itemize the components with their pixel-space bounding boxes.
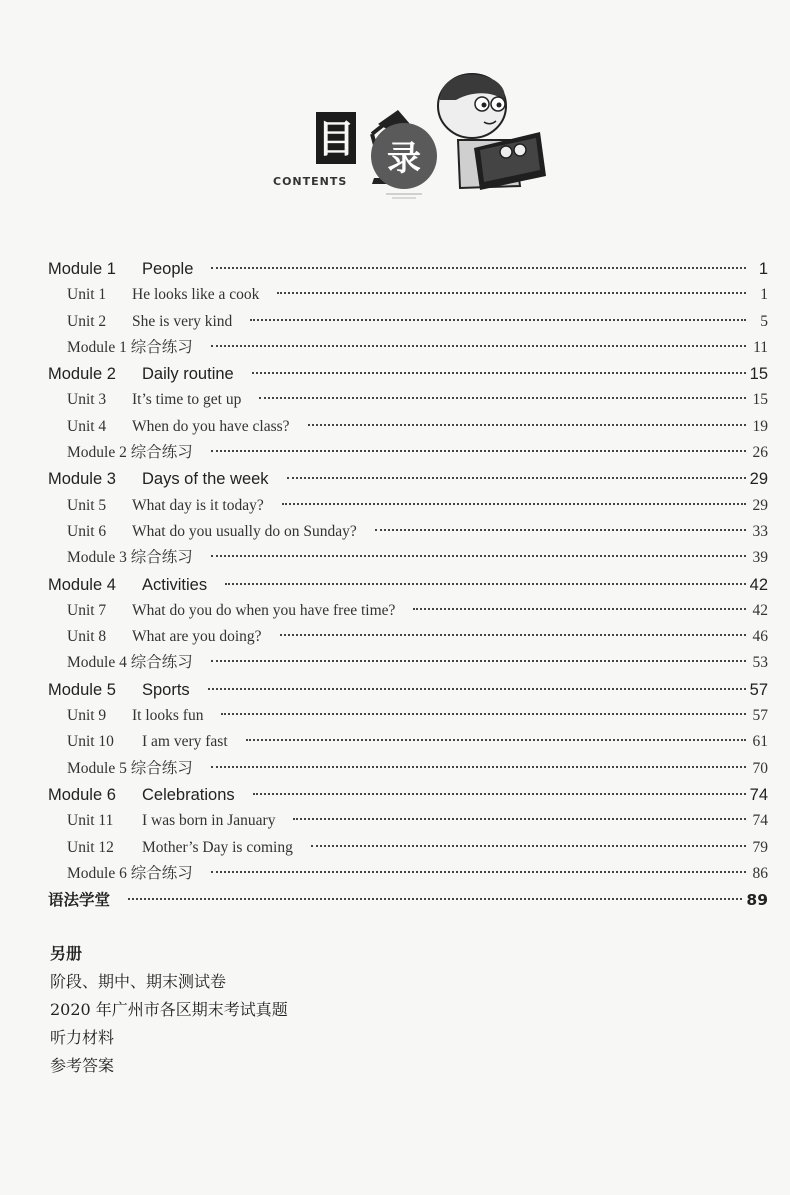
toc-page-number: 79	[752, 838, 768, 856]
toc-page-number: 61	[752, 733, 768, 751]
dot-leader	[311, 845, 746, 847]
toc-entry-label: Unit 6	[67, 522, 107, 540]
dot-leader	[208, 688, 746, 690]
toc-unit-row	[48, 309, 768, 335]
toc-entry-title: Module 1 综合练习	[67, 338, 193, 356]
toc-entry-label: Unit 5	[67, 496, 107, 514]
dot-leader	[211, 555, 746, 557]
toc-unit-row	[48, 861, 768, 887]
dot-leader	[308, 424, 746, 426]
dot-leader	[246, 739, 746, 741]
toc-unit-row	[48, 835, 768, 861]
toc-entry-title: People	[142, 260, 194, 278]
title-char-mu	[316, 112, 356, 164]
toc-unit-row	[48, 335, 768, 361]
toc-entry-label: Module 5	[48, 680, 116, 699]
toc-page-number: 15	[752, 391, 768, 409]
toc-page-number: 74	[752, 812, 768, 830]
toc-page-number: 53	[752, 654, 768, 672]
dot-leader	[287, 477, 746, 479]
supplement-item: 2020 年广州市各区期末考试真题	[50, 1000, 288, 1019]
toc-entry-title: It looks fun	[132, 707, 204, 725]
toc-entry-title: What do you usually do on Sunday?	[132, 522, 357, 540]
toc-unit-row	[48, 624, 768, 650]
dot-leader	[252, 372, 746, 374]
toc-entry-title: What do you do when you have free time?	[132, 601, 396, 619]
toc-entry-title: Module 5 综合练习	[67, 759, 193, 777]
dot-leader	[293, 818, 746, 820]
toc-entry-title: It’s time to get up	[132, 391, 242, 409]
toc-entry-title: She is very kind	[132, 312, 233, 330]
toc-entry-label: Unit 1	[67, 286, 107, 304]
toc-entry-title: What day is it today?	[132, 496, 264, 514]
toc-module-row	[48, 782, 768, 808]
toc-page-number: 5	[760, 312, 768, 330]
toc-page-number: 33	[752, 522, 768, 540]
contents-label: CONTENTS	[273, 175, 348, 188]
toc-entry-title: 语法学堂	[48, 891, 111, 910]
supplement-section	[50, 940, 288, 1080]
toc-entry-title: Activities	[142, 575, 208, 594]
toc-entry-label: Unit 11	[67, 812, 114, 830]
dot-leader	[250, 319, 746, 321]
toc-page-number: 57	[749, 680, 768, 699]
dot-leader	[211, 871, 746, 873]
toc-entry-label: Unit 7	[67, 601, 107, 619]
toc-entry-label: Unit 12	[67, 838, 114, 856]
toc-entry-title: Daily routine	[142, 365, 234, 384]
dot-leader	[225, 583, 746, 585]
toc-page-number: 15	[749, 365, 768, 384]
toc-entry-title: Module 2 综合练习	[67, 444, 193, 462]
toc-unit-row	[48, 545, 768, 571]
toc-unit-row	[48, 756, 768, 782]
dot-leader	[211, 450, 746, 452]
svg-text:录: 录	[387, 139, 421, 179]
dot-leader	[211, 267, 746, 269]
toc-entry-title: Module 4 综合练习	[67, 654, 193, 672]
reading-boy-icon	[438, 74, 546, 190]
toc-grammar-row	[48, 887, 768, 913]
toc-entry-title: He looks like a cook	[132, 286, 260, 304]
toc-entry-label: Unit 4	[67, 417, 107, 435]
toc-page-number: 29	[749, 470, 768, 489]
toc-unit-row	[48, 729, 768, 755]
dot-leader	[375, 529, 746, 531]
dot-leader	[211, 766, 746, 768]
dot-leader	[280, 634, 746, 636]
contents-header	[0, 0, 790, 240]
toc-entry-label: Module 6	[48, 785, 116, 804]
toc-module-row	[48, 466, 768, 492]
toc-entry-title: What are you doing?	[132, 628, 262, 646]
toc-page-number: 1	[758, 260, 768, 278]
toc-unit-row	[48, 387, 768, 413]
toc-entry-label: Module 3	[48, 470, 116, 489]
toc-module-row	[48, 256, 768, 282]
toc-entry-label: Module 4	[48, 575, 116, 594]
dot-leader	[128, 898, 742, 900]
dot-leader	[282, 503, 746, 505]
toc-page-number: 86	[752, 864, 768, 882]
dot-leader	[413, 608, 746, 610]
supplement-item: 参考答案	[50, 1056, 115, 1075]
toc-page-number: 29	[752, 496, 768, 514]
toc-unit-row	[48, 519, 768, 545]
toc-entry-label: Unit 9	[67, 707, 107, 725]
toc-entry-title: When do you have class?	[132, 417, 290, 435]
toc-entry-title: Sports	[142, 680, 190, 699]
toc-page-number: 74	[749, 785, 768, 804]
toc-unit-row	[48, 440, 768, 466]
dot-leader	[277, 292, 746, 294]
contents-illustration	[0, 0, 790, 240]
supplement-item: 阶段、期中、期末测试卷	[50, 972, 227, 991]
dot-leader	[211, 660, 746, 662]
toc-entry-title: Mother’s Day is coming	[142, 838, 293, 856]
title-char-lu	[371, 123, 437, 189]
toc-entry-title: Days of the week	[142, 470, 269, 489]
svg-text:目: 目	[316, 117, 356, 161]
table-of-contents	[48, 256, 768, 913]
toc-page-number: 42	[752, 601, 768, 619]
toc-unit-row	[48, 598, 768, 624]
toc-entry-label: Unit 3	[67, 391, 107, 409]
toc-unit-row	[48, 703, 768, 729]
toc-page-number: 42	[749, 575, 768, 594]
toc-module-row	[48, 361, 768, 387]
supplement-item: 听力材料	[50, 1028, 115, 1047]
toc-unit-row	[48, 414, 768, 440]
toc-entry-label: Module 2	[48, 365, 116, 384]
toc-page-number: 1	[760, 286, 768, 304]
dot-leader	[221, 713, 746, 715]
toc-entry-title: I am very fast	[142, 733, 228, 751]
toc-page-number: 26	[752, 444, 768, 462]
toc-page-number: 11	[753, 338, 768, 356]
toc-page-number: 19	[752, 417, 768, 435]
toc-page-number: 70	[752, 759, 768, 777]
toc-module-row	[48, 572, 768, 598]
toc-entry-title: Module 3 综合练习	[67, 549, 193, 567]
toc-unit-row	[48, 650, 768, 676]
toc-entry-label: Unit 10	[67, 733, 114, 751]
toc-page-number: 46	[752, 628, 768, 646]
dot-leader	[253, 793, 746, 795]
toc-page-number: 57	[752, 707, 768, 725]
toc-module-row	[48, 677, 768, 703]
toc-entry-label: Unit 2	[67, 312, 107, 330]
toc-unit-row	[48, 282, 768, 308]
dot-leader	[211, 345, 746, 347]
toc-unit-row	[48, 493, 768, 519]
toc-entry-title: I was born in January	[142, 812, 276, 830]
toc-page-number: 89	[746, 891, 768, 910]
toc-unit-row	[48, 808, 768, 834]
toc-entry-title: Celebrations	[142, 785, 235, 804]
toc-entry-label: Module 1	[48, 260, 116, 278]
dot-leader	[259, 397, 746, 399]
supplement-title: 另册	[50, 944, 83, 963]
toc-entry-title: Module 6 综合练习	[67, 864, 193, 882]
toc-page-number: 39	[752, 549, 768, 567]
toc-entry-label: Unit 8	[67, 628, 107, 646]
